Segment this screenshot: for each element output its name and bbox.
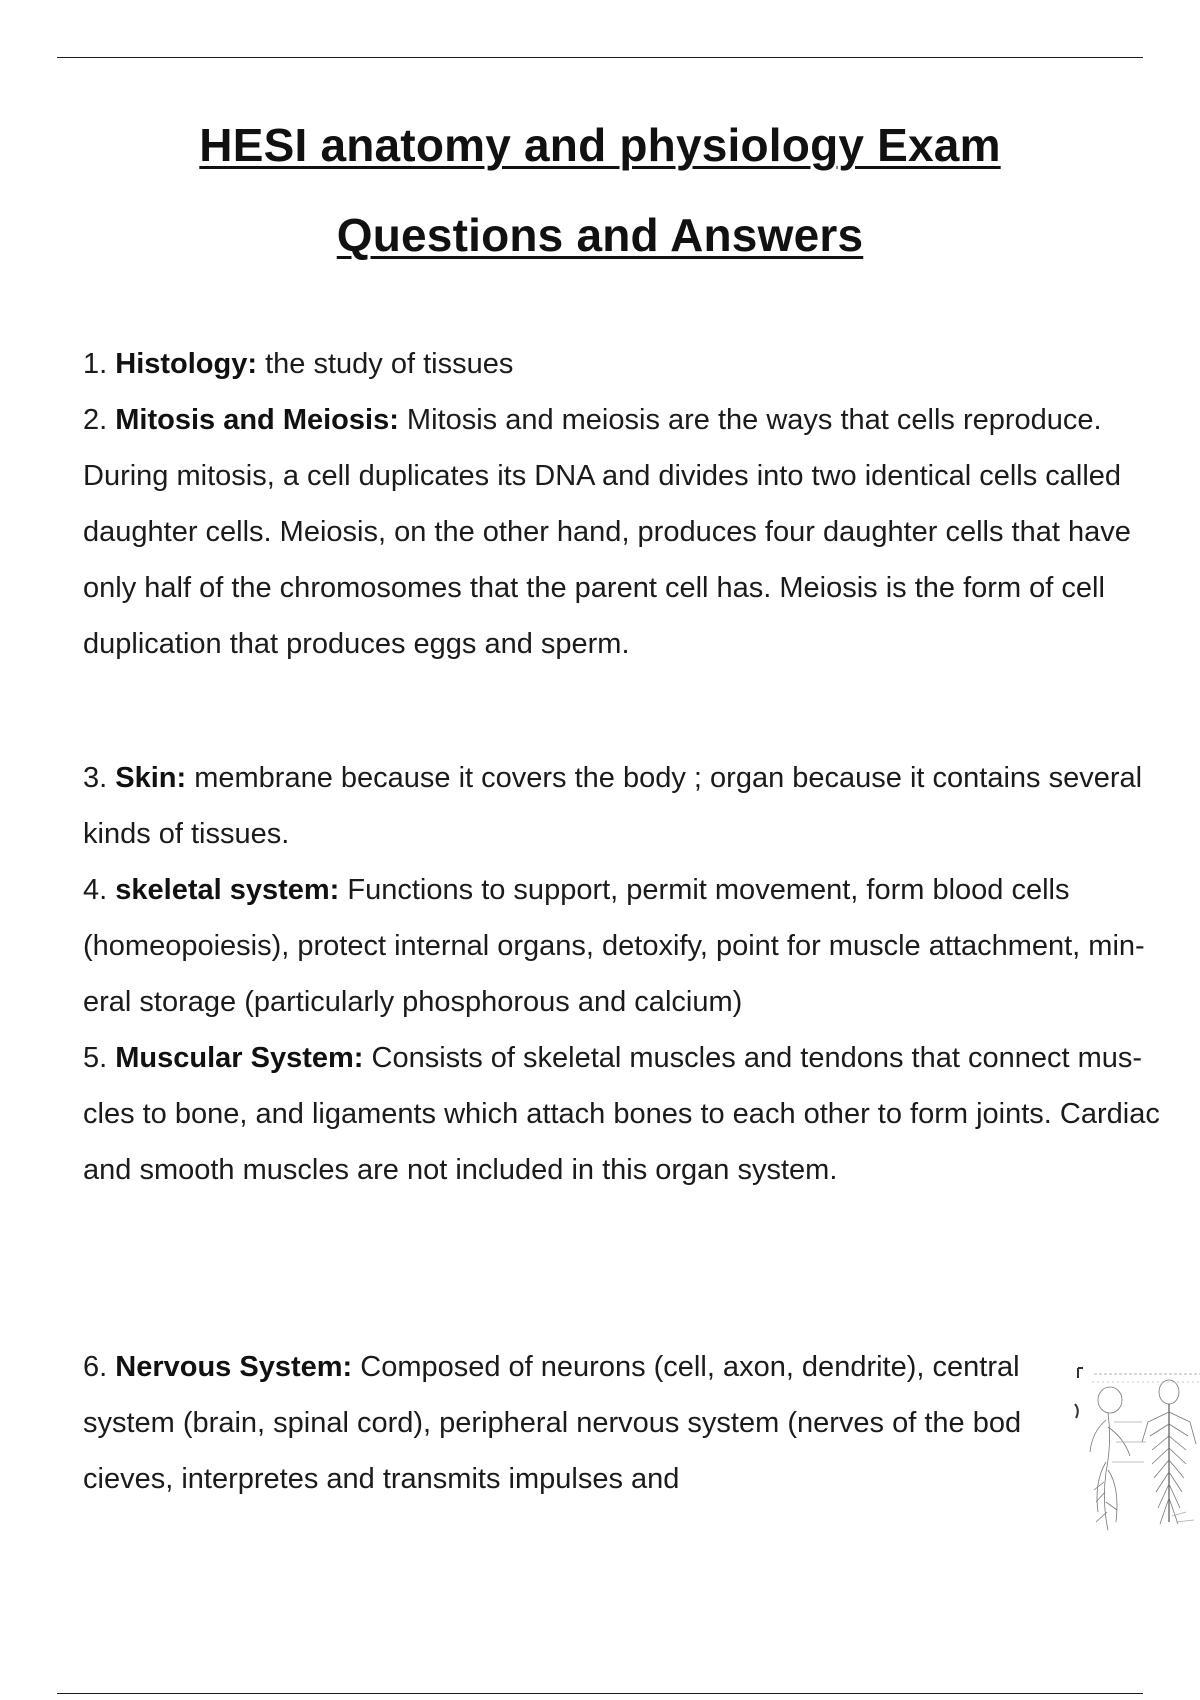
item-definition: Consists of skeletal muscles and tendons that connect mus- cles to bone, and ligaments which attach bones to each other to form joints. Cardiac and smooth muscles are not included in this organ system. [83, 1042, 1160, 1186]
item-term: Skin: [115, 762, 187, 794]
item-number: 6. [83, 1351, 108, 1383]
qa-item-skin [83, 750, 1163, 862]
item-term: Muscular System: [115, 1042, 364, 1074]
page-title [0, 100, 1200, 280]
item-number: 5. [83, 1042, 108, 1074]
item-definition: Mitosis and meiosis are the ways that cells reproduce. During mitosis, a cell duplicates its DNA and divides into two identical cells called daughter cells. Meiosis, on the other hand, produces four daughter cells that have only half of the chromosomes that the parent cell has. Meiosis is the form of cell duplication that produces eggs and sperm. [83, 404, 1131, 660]
qa-item-skeletal-system [83, 862, 1163, 1030]
title-line-1: HESI anatomy and physiology Exam [199, 119, 1001, 171]
title-line-2: Questions and Answers [336, 209, 864, 261]
qa-item-muscular-system [83, 1030, 1173, 1198]
item-term: Histology: [115, 348, 258, 380]
item-number: 3. [83, 762, 108, 794]
item-term: skeletal system: [115, 874, 340, 906]
item-term: Mitosis and Meiosis: [115, 404, 399, 436]
item-definition: the study of tissues [265, 348, 514, 380]
qa-item-histology [83, 336, 1163, 392]
nervous-system-diagram-icon [1072, 1352, 1200, 1542]
item-definition: Composed of neurons (cell, axon, dendrite), central system (brain, spinal cord), peripheral nervous system (nerves of the bod cieves, interpretes and transmits impulses and [83, 1351, 1022, 1495]
item-number: 4. [83, 874, 108, 906]
item-number: 2. [83, 404, 108, 436]
item-number: 1. [83, 348, 108, 380]
qa-item-mitosis-meiosis [83, 392, 1163, 672]
bottom-rule [57, 1693, 1143, 1694]
item-term: Nervous System: [115, 1351, 353, 1383]
qa-item-nervous-system [83, 1339, 1043, 1507]
item-definition: Functions to support, permit movement, form blood cells (homeopoiesis), protect internal organs, detoxify, point for muscle attachment, min- eral storage (particularly phosphorous and calcium) [83, 874, 1145, 1018]
top-rule [57, 57, 1143, 58]
item-definition: membrane because it covers the body ; organ because it contains several kinds of tissues. [83, 762, 1143, 850]
